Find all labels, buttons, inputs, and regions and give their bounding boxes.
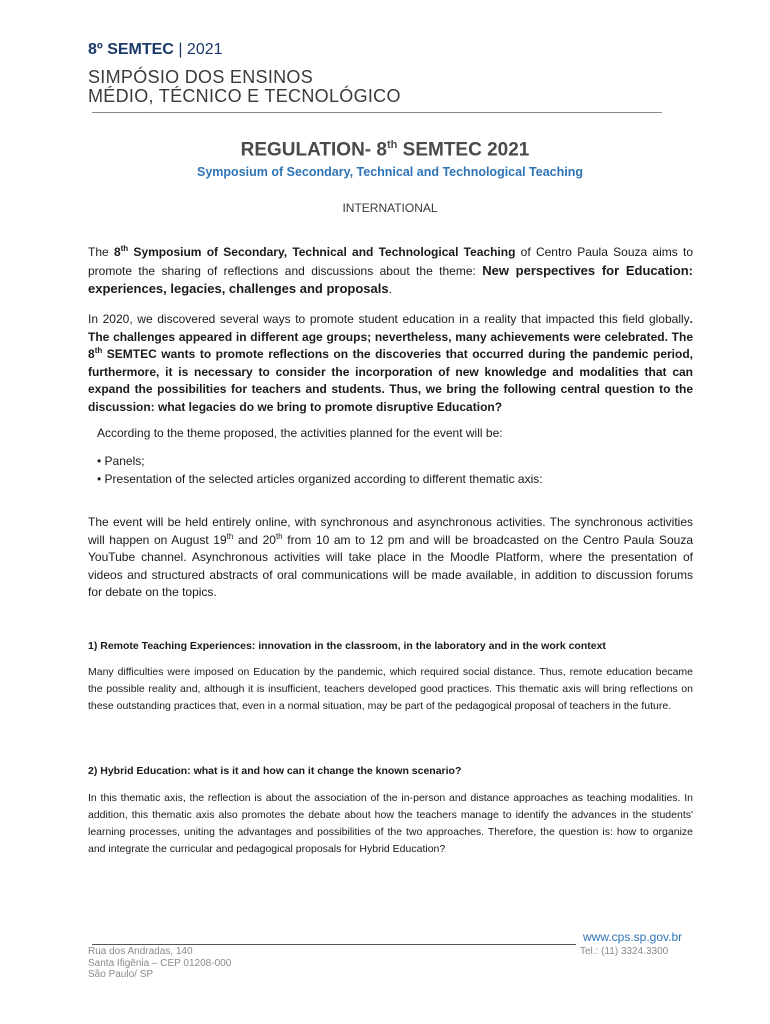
p4-text2: and 20 [233, 532, 276, 547]
p2-sup1: th [94, 346, 103, 355]
p2-text1: In 2020, we discovered several ways to promote student education in a reality that impacted this field globally [88, 312, 690, 326]
address-line: São Paulo/ SP [88, 969, 154, 980]
international-label: INTERNATIONAL [342, 201, 438, 215]
p1-text1: The [88, 245, 114, 259]
footer-website-link[interactable]: www.cps.sp.gov.br [583, 930, 683, 944]
p1-text2: of Centro Paula Souza aims to promote the sharing of reflections and discussions about the theme: [88, 245, 694, 278]
title-sup: th [386, 139, 398, 151]
axis2-heading: 2) Hybrid Education: what is it and how can it change the known scenario? [88, 765, 462, 777]
p4-text1: The event will be held entirely online, with synchronous and asynchronous activities. The synchronous activities will happen on August 19 [88, 515, 693, 547]
event-paragraph [88, 514, 693, 602]
axis1-body: Many difficulties were imposed on Education by the pandemic, which required social distance. Thus, remote education became the possible reality and, although it is insufficient, teachers developed good practices. This thematic axis will bring reflections on these outstanding practices that, even in a normal situation, may be part of the pedagogical proposal of teachers in the future. [88, 666, 693, 712]
brand-separator: | [178, 41, 183, 58]
address-line: Rua dos Andradas, 140 [88, 946, 193, 957]
p4-text3: from 10 am to 12 pm and will be broadcasted on the Centro Paula Souza YouTube channel. Asynchronous activities will take place in the Moodle Platform, where the presentation of videos and structured abstracts of oral communications will be made available, in addition to discussion forums for debate on the topics. [88, 532, 693, 599]
p1-sup1: th [120, 244, 129, 253]
page-title [0, 139, 770, 161]
brand-year: 2021 [186, 41, 223, 58]
address-line: Santa Ifigênia – CEP 01208-000 [88, 957, 232, 969]
header-divider [92, 112, 662, 113]
p1-theme: New perspectives for Education: experiences, legacies, challenges and proposals [88, 262, 693, 296]
footer-divider [92, 944, 576, 945]
p4-sup2: th [275, 531, 283, 541]
p1-bold1: 8 [113, 245, 121, 259]
axis2-body: In this thematic axis, the reflection is about the association of the in-person and distance approaches as teaching modalities. In addition, this thematic axis also promotes the debate about how the teachers manage to identify the advances in the students' learning processes, uniting the advantages and possibilities of the two approaches. Therefore, the question is: how to organize and integrate the curricular and pedagogical proposals for Hybrid Education? [88, 792, 693, 855]
axis1-heading: 1) Remote Teaching Experiences: innovation in the classroom, in the laboratory and in the work context [88, 640, 606, 652]
p2-bold1: . The challenges appeared in different age groups; nevertheless, many achievements were celebrated. The 8 [88, 312, 693, 361]
activities-intro: According to the theme proposed, the activities planned for the event will be: [97, 426, 503, 440]
footer-address [88, 946, 231, 981]
title-prefix: REGULATION- 8 [240, 139, 387, 161]
p2-bold2: SEMTEC wants to promote reflections on the discoveries that occurred during the pandemic period, furthermore, it is necessary to consider the incorporation of new knowledge and modalities that can expand the possibilities for teachers and students. Thus, we bring the following central question to the discussion: what legacies do we bring to promote disruptive Education? [88, 347, 693, 414]
footer-telephone: Tel.: (11) 3324.3300 [580, 946, 669, 957]
context-paragraph [88, 311, 693, 416]
activities-list [97, 452, 543, 488]
header-subtitle-line2: MÉDIO, TÉCNICO E TECNOLÓGICO [88, 86, 401, 106]
page-subtitle: Symposium of Secondary, Technical and Technological Teaching [197, 165, 583, 179]
header-brand [88, 41, 223, 59]
title-suffix: SEMTEC 2021 [397, 139, 530, 161]
list-item: • Presentation of the selected articles organized according to different thematic axis: [97, 470, 543, 488]
header-subtitle-line1: SIMPÓSIO DOS ENSINOS [88, 67, 314, 87]
intro-paragraph [88, 244, 693, 299]
list-item: • Panels; [97, 452, 543, 470]
p1-text3: . [388, 282, 392, 296]
brand-name: 8º SEMTEC [88, 41, 174, 58]
p1-bold2: Symposium of Secondary, Technical and Technological Teaching [128, 245, 516, 259]
p4-sup1: th [226, 531, 234, 541]
